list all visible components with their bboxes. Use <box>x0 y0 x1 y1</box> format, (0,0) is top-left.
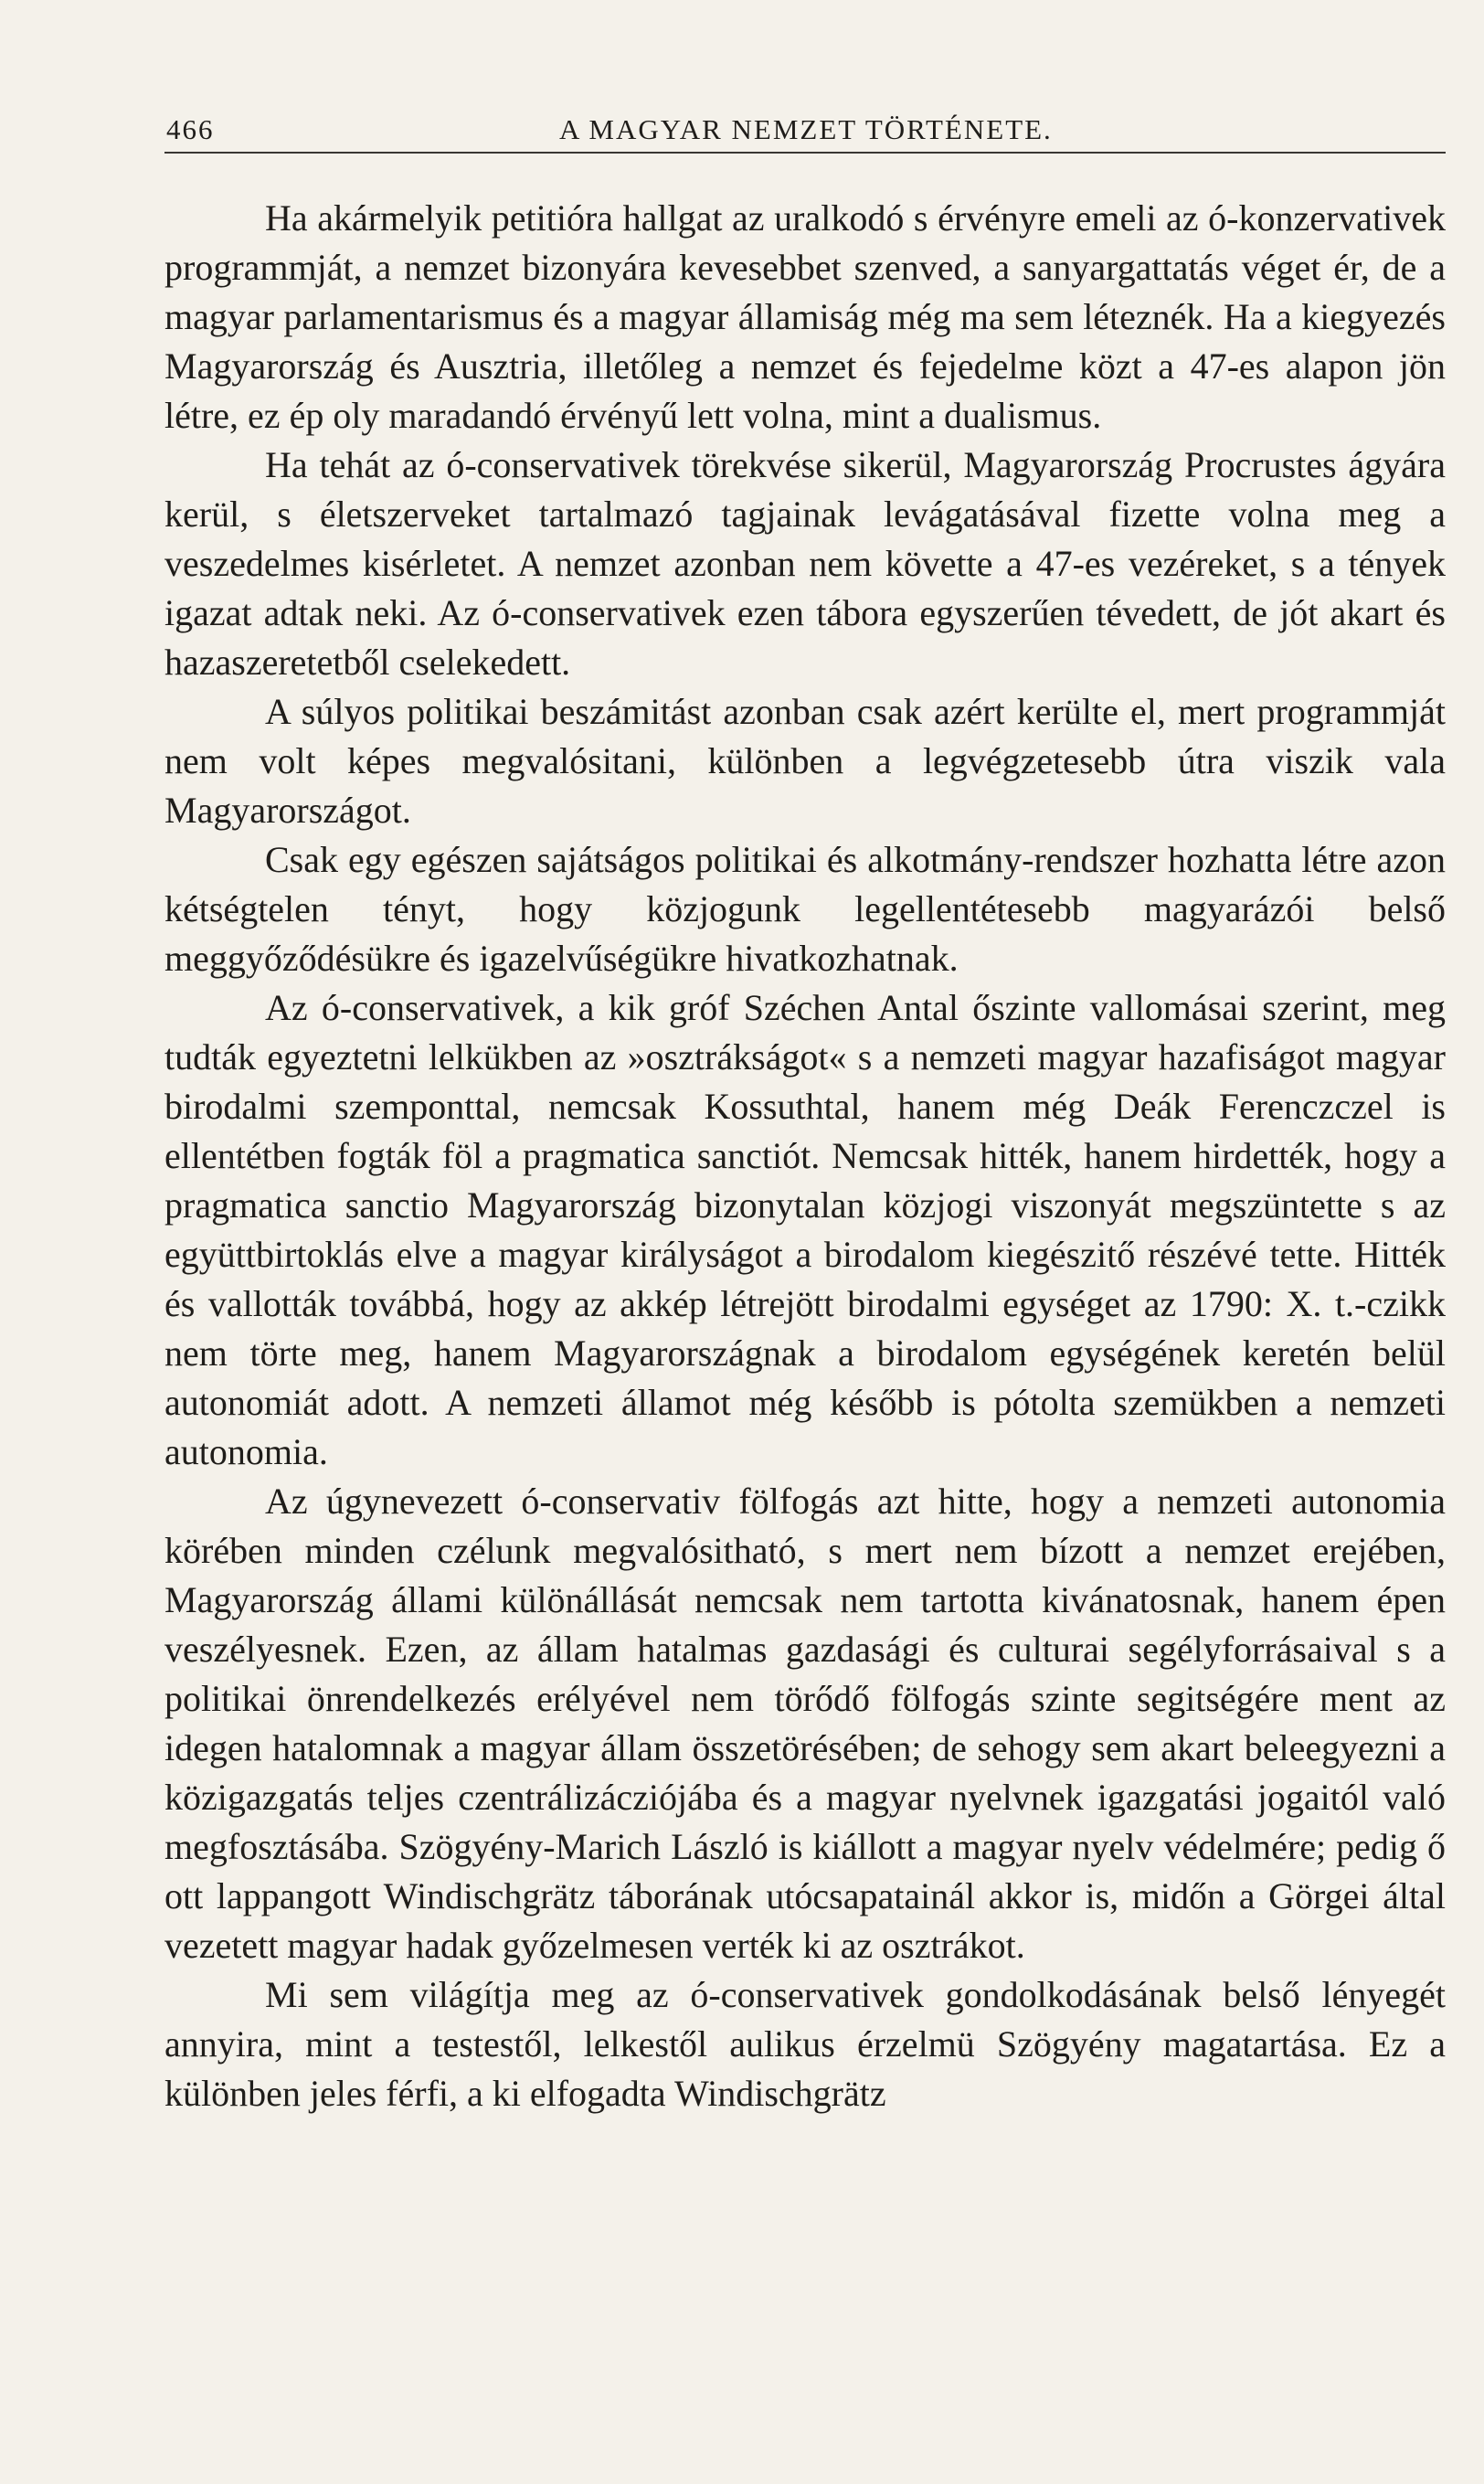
paragraph: Mi sem világítja meg az ó-conservativek gondolkodásának belső lényegét annyira, mint a testestől, lelkestől aulikus érzelmü Szögyény magatartása. Ez a különben jeles férfi, a ki elfogadta Windischgrätz <box>164 1974 1446 2114</box>
paragraph: Az ó-conservativek, a kik gróf Széchen Antal őszinte vallomásai szerint, meg tudták egyeztetni lelkükben az »osztrákságot« s a nemzeti magyar hazafiságot magyar birodalmi szemponttal, nemcsak Kossuthtal, hanem még Deák Ferenczczel is ellentétben fogták föl a pragmatica sanctiót. Nemcsak hitték, hanem hirdették, hogy a pragmatica sanctio Magyarország bizonytalan közjogi viszonyát megszüntette s az együttbirtoklás elve a magyar királyságot a birodalom kiegészitő részévé tette. Hitték és vallották továbbá, hogy az akkép létrejött birodalmi egységet az 1790: X. t.-czikk nem törte meg, hanem Magyarországnak a birodalom egységének keretén belül autonomiát adott. A nemzeti államot még később is pótolta szemükben a nemzeti autonomia. <box>164 987 1446 1472</box>
running-title: A MAGYAR NEMZET TÖRTÉNETE. <box>559 113 1053 145</box>
paragraph: Ha tehát az ó-conservativek törekvése sikerül, Magyarország Procrustes ágyára kerül, s életszerveket tartalmazó tagjainak levágatásával fizette volna meg a veszedelmes kisérletet. A nemzet azonban nem követte a 47-es vezéreket, s a tények igazat adtak neki. Az ó-conservativek ezen tábora egyszerűen tévedett, de jót akart és hazaszeretetből cselekedett. <box>164 444 1446 683</box>
paragraph: Ha akármelyik petitióra hallgat az uralkodó s érvényre emeli az ó-konzervativek programmját, a nemzet bizonyára kevesebbet szenved, a sanyargattatás véget ér, de a magyar parlamentarismus és a magyar államiság még ma sem léteznék. Ha a kiegyezés Magyarország és Ausztria, illetőleg a nemzet és fejedelme közt a 47-es alapon jön létre, ez ép oly maradandó érvényű lett volna, mint a dualismus. <box>164 197 1446 436</box>
paragraph: Az úgynevezett ó-conservativ fölfogás azt hitte, hogy a nemzeti autonomia körében minden czélunk megvalósitható, s mert nem bízott a nemzet erejében, Magyarország állami különállását nemcsak nem tartotta kivánatosnak, hanem épen veszélyesnek. Ezen, az állam hatalmas gazdasági és culturai segélyforrásaival s a politikai önrendelkezés erélyével nem törődő fölfogás szinte segitségére ment az idegen hatalomnak a magyar állam összetörésében; de sehogy sem akart beleegyezni a közigazgatás teljes czentrálizácziójába és a magyar nyelvnek igazgatási jogaitól való megfosztásába. Szögyény-Marich László is kiállott a magyar nyelv védelmére; pedig ő ott lappangott Windischgrätz táborának utócsapatainál akkor is, midőn a Görgei által vezetett magyar hadak győzelmesen verték ki az osztrákot. <box>164 1481 1446 1966</box>
paragraph: A súlyos politikai beszámitást azonban csak azért kerülte el, mert programmját nem volt képes megvalósitani, különben a legvégzetesebb útra viszik vala Magyarországot. <box>164 691 1446 831</box>
body-text <box>164 194 1446 2118</box>
page-number: 466 <box>166 113 215 145</box>
paragraph: Csak egy egészen sajátságos politikai és alkotmány-rendszer hozhatta létre azon kétségtelen tényt, hogy közjogunk legellentétesebb magyarázói belső meggyőződésükre és igazelvűségükre hivatkozhatnak. <box>164 839 1446 979</box>
running-head <box>164 108 1446 154</box>
